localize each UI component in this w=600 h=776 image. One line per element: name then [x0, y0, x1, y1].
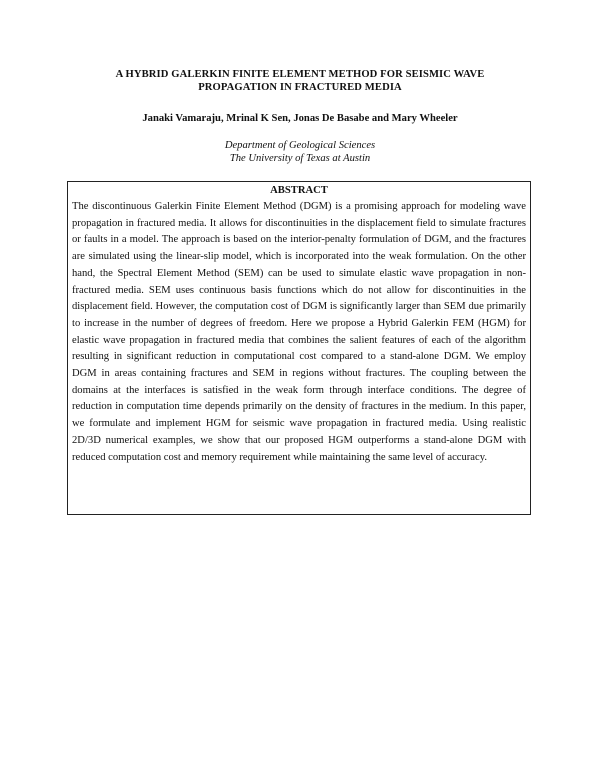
abstract-box [67, 181, 531, 515]
paper-affiliation [60, 139, 540, 165]
affiliation-university: The University of Texas at Austin [229, 153, 371, 164]
affiliation-department: Department of Geological Sciences [224, 140, 376, 151]
abstract-heading: ABSTRACT [270, 185, 328, 196]
paper-authors: Janaki Vamaraju, Mrinal K Sen, Jonas De Basabe and Mary Wheeler [142, 113, 458, 124]
paper-title [60, 68, 540, 94]
abstract-text: The discontinuous Galerkin Finite Element Method (DGM) is a promising approach for modeling wave propagation in fractured media. It allows for discontinuities in the displacement field to simulate fractures or faults in a model. The approach is based on the interior-penalty formulation of DGM, and the fractures are simulated using the linear-slip model, which is incorporated into the weak formulation. On the other hand, the Spectral Element Method (SEM) can be used to simulate elastic wave propagation in non-fractured media. SEM uses continuous basis functions which do not allow for discontinuities in the displacement field. However, the computation cost of DGM is significantly larger than SEM due primarily to increase in the number of degrees of freedom. Here we propose a Hybrid Galerkin FEM (HGM) for elastic wave propagation in fractured media that combines the salient features of each of the algorithm resulting in significant reduction in computational cost compared to a stand-alone DGM. We employ DGM in areas containing fractures and SEM in regions without fractures. The coupling between the domains at the interfaces is satisfied in the weak form through interface conditions. The degree of reduction in computation time depends primarily on the density of fractures in the medium. In this paper, we formulate and implement HGM for seismic wave propagation in fractured media. Using realistic 2D/3D numerical examples, we show that our proposed HGM outperforms a stand-alone DGM with reduced computation cost and memory requirement while maintaining the same level of accuracy. [72, 201, 526, 463]
paper-title-line-2: PROPAGATION IN FRACTURED MEDIA [198, 82, 402, 93]
paper-title-line-1: A HYBRID GALERKIN FINITE ELEMENT METHOD FOR SEISMIC WAVE [115, 69, 485, 80]
